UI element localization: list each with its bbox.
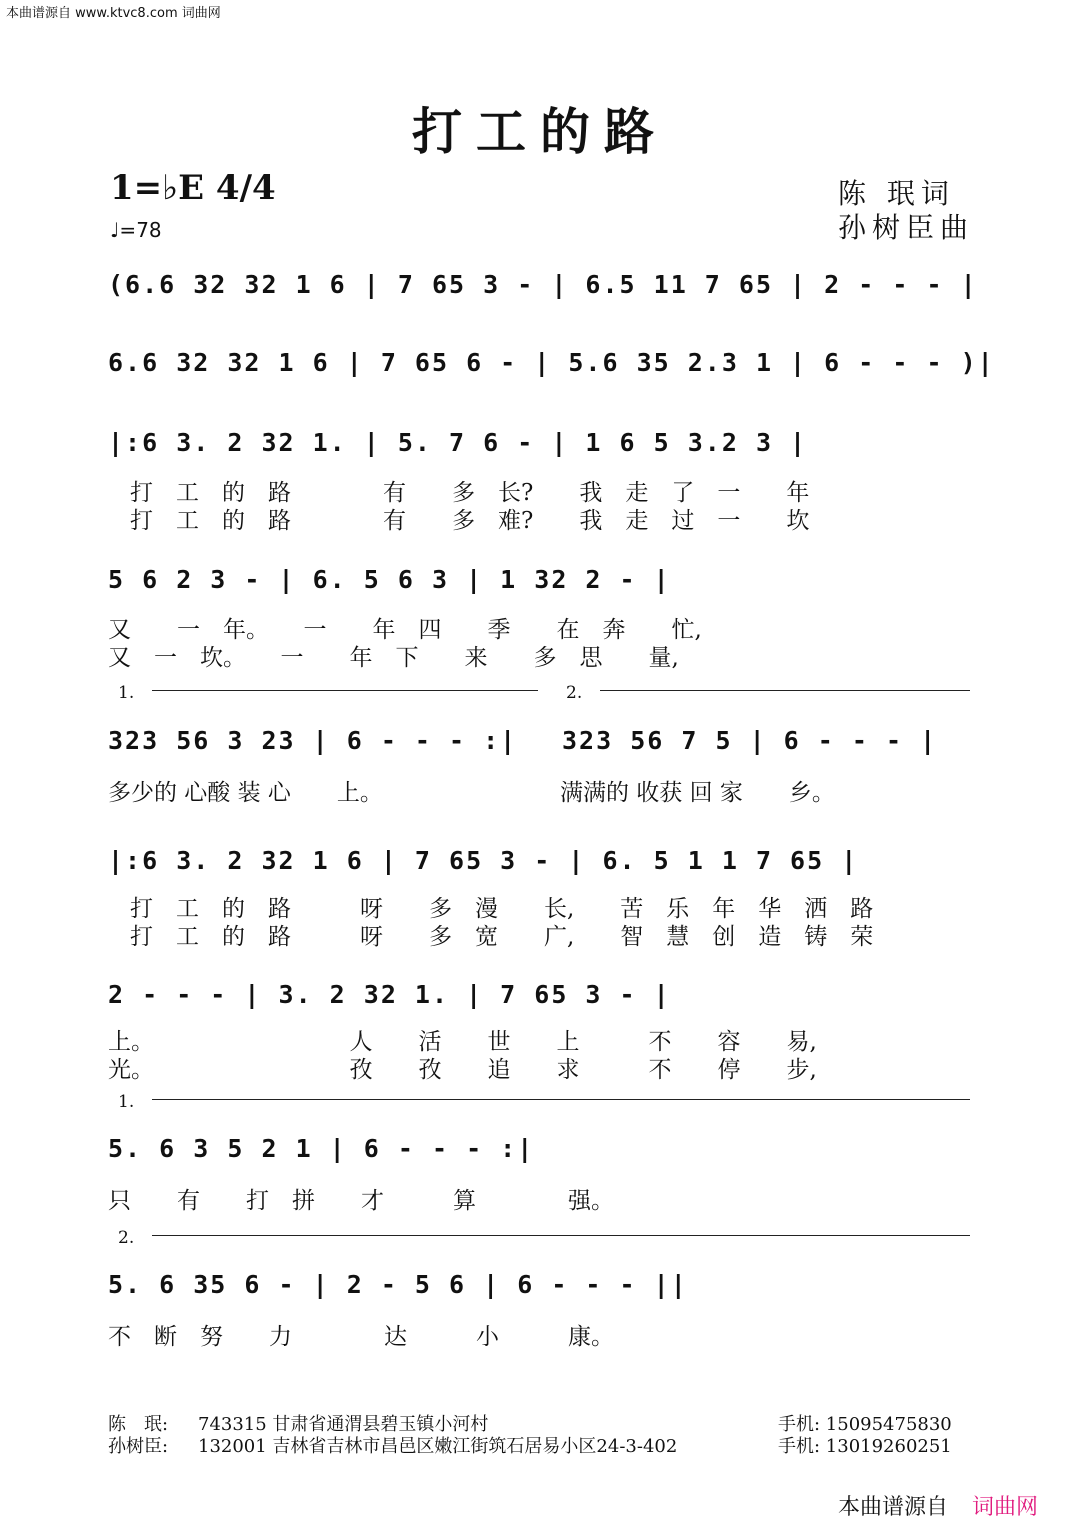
song-title: 打工的路 [412,102,668,161]
music-line-1: (6.6 32 32 1 6 | 7 65 3 - | 6.5 11 7 65 | 2 - - - | [108,270,978,299]
lyric-line-7-verse-1: 上。 人 活 世 上 不 容 易, [108,1029,817,1055]
lyric-line-3-verse-2: 打 工 的 路 有 多 难? 我 走 过 一 坎 [130,508,810,534]
music-line-7: 2 - - - | 3. 2 32 1. | 7 65 3 - | [108,980,671,1009]
contact-address-1: 743315 甘肃省通渭县碧玉镇小河村 [198,1414,489,1435]
lyric-line-4-verse-2: 又 一 坎。 一 年 下 来 多 思 量, [108,645,679,671]
volta-1-bracket [152,690,538,691]
lyric-line-8: 只 有 打 拼 才 算 强。 [108,1188,614,1214]
volta-1b-label: 1. [118,1092,135,1112]
lyric-line-4-verse-1: 又 一 年。 一 年 四 季 在 奔 忙, [108,617,702,643]
lyric-line-6-verse-1: 打 工 的 路 呀 多 漫 长, 苦 乐 年 华 洒 路 [130,896,874,922]
music-line-9: 5. 6 35 6 - | 2 - 5 6 | 6 - - - || [108,1270,688,1299]
lyric-line-5-ending-2: 满满的 收获 回 家 乡。 [560,780,835,806]
music-line-2: 6.6 32 32 1 6 | 7 65 6 - | 5.6 35 2.3 1 | 6 - - - )| [108,348,995,377]
music-line-8: 5. 6 3 5 2 1 | 6 - - - :| [108,1134,535,1163]
top-watermark: 本曲谱源自 www.ktvc8.com 词曲网 [6,6,221,21]
lyric-line-6-verse-2: 打 工 的 路 呀 多 宽 广, 智 慧 创 造 铸 荣 [130,924,874,950]
key-signature: 1=♭E 4/4 [110,168,276,208]
contact-phone-2: 手机: 13019260251 [778,1436,952,1457]
contact-phone-1: 手机: 15095475830 [778,1414,952,1435]
lyric-line-3-verse-1: 打 工 的 路 有 多 长? 我 走 了 一 年 [130,480,810,506]
lyric-line-7-verse-2: 光。 孜 孜 追 求 不 停 步, [108,1057,817,1083]
music-line-5-ending-2: 323 56 7 5 | 6 - - - | [562,726,938,755]
footer-source: 本曲谱源自 [838,1495,949,1520]
volta-2b-bracket [152,1235,970,1236]
music-line-5-ending-1: 323 56 3 23 | 6 - - - :| [108,726,518,755]
contact-address-2: 132001 吉林省吉林市昌邑区嫩江街筑石居易小区24-3-402 [198,1436,678,1457]
contact-name-2: 孙树臣: [108,1436,169,1457]
lyricist-credit: 陈 珉词 [838,177,955,210]
lyric-line-5-ending-1: 多少的 心酸 装 心 上。 [108,780,383,806]
music-line-4: 5 6 2 3 - | 6. 5 6 3 | 1 32 2 - | [108,565,671,594]
music-line-6: |:6 3. 2 32 1 6 | 7 65 3 - | 6. 5 1 1 7 65 | [108,846,859,875]
volta-1-label: 1. [118,683,135,703]
music-line-3: |:6 3. 2 32 1. | 5. 7 6 - | 1 6 5 3.2 3 | [108,428,808,457]
contact-name-1: 陈 珉: [108,1414,169,1435]
composer-credit: 孙树臣曲 [838,211,975,244]
volta-2-bracket [600,690,970,691]
volta-2-label: 2. [566,683,583,703]
volta-1b-bracket [152,1099,970,1100]
tempo-mark: ♩=78 [110,218,162,242]
volta-2b-label: 2. [118,1228,135,1248]
footer-site-link[interactable]: 词曲网 [972,1495,1039,1520]
lyric-line-9: 不 断 努 力 达 小 康。 [108,1324,614,1350]
